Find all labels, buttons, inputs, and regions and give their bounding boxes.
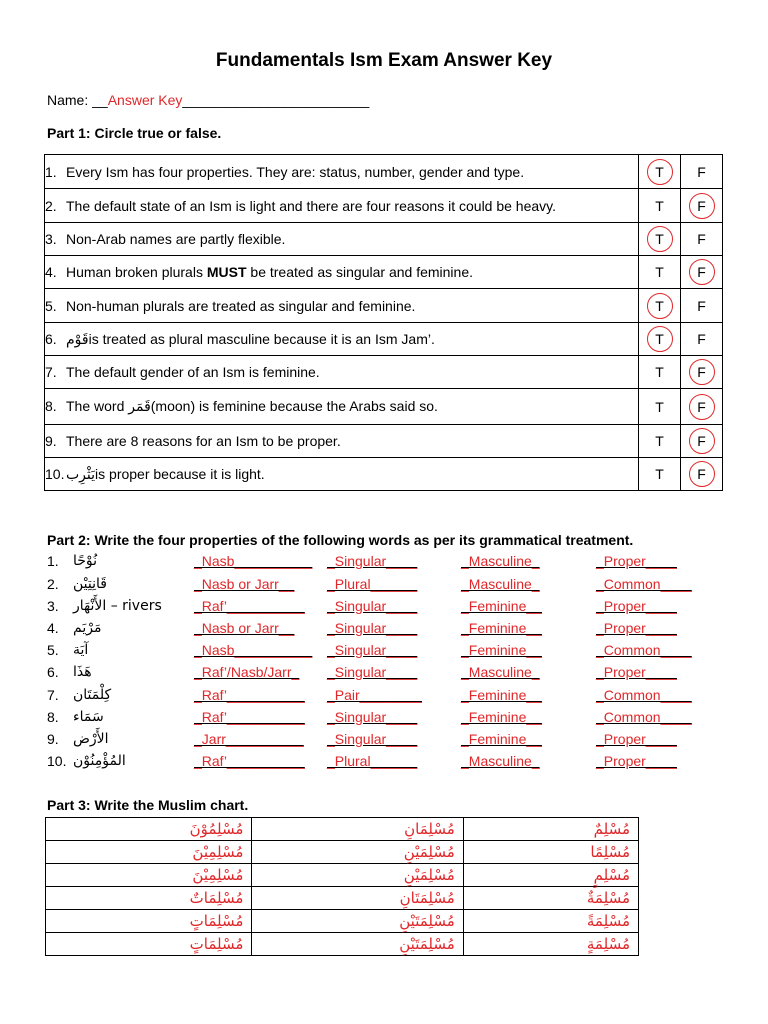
question-number: 5. — [45, 297, 57, 314]
question-cell — [45, 155, 639, 189]
chart-row — [46, 933, 639, 956]
type-answer[interactable]: _Proper____ — [596, 664, 677, 680]
gender-answer[interactable]: _Feminine__ — [461, 687, 542, 703]
arabic-word: قَانِتِيْن — [73, 576, 107, 592]
tf-row — [45, 323, 723, 356]
answer-circle — [647, 293, 673, 319]
question-number: 1. — [45, 163, 57, 180]
part1-table — [44, 154, 723, 491]
number-answer[interactable]: _Plural______ — [327, 576, 418, 592]
question-text: (moon) is feminine because the Arabs said so. — [150, 398, 438, 414]
option-letter: T — [655, 398, 664, 415]
true-option[interactable] — [639, 155, 681, 189]
arabic-word: قَوْم — [66, 331, 89, 348]
number-answer[interactable]: _Singular____ — [327, 664, 418, 680]
question-text: There are 8 reasons for an Ism to be proper. — [66, 433, 341, 449]
tf-row — [45, 289, 723, 323]
chart-cell[interactable]: مُسْلِمًا — [463, 841, 638, 864]
question-cell — [45, 458, 639, 491]
answer-circle — [647, 159, 673, 185]
tf-row — [45, 155, 723, 189]
true-option[interactable] — [639, 289, 681, 323]
false-option[interactable] — [681, 323, 723, 356]
answer-circle — [689, 428, 715, 454]
option-letter: F — [697, 398, 706, 415]
arabic-word: الأَنْهَار – rivers — [73, 598, 162, 614]
false-option[interactable] — [681, 223, 723, 256]
name-trail: ________________________ — [182, 92, 370, 108]
status-answer[interactable]: _Raf’__________ — [194, 709, 305, 725]
question-cell — [45, 356, 639, 389]
question-number: 2. — [45, 197, 57, 214]
option-letter: T — [655, 466, 664, 482]
status-answer[interactable]: _Nasb or Jarr__ — [194, 576, 295, 592]
chart-cell[interactable]: مُسْلِمَتَانِ — [252, 887, 463, 910]
word-row — [47, 598, 727, 620]
gender-answer[interactable]: _Feminine__ — [461, 709, 542, 725]
page-title: Fundamentals Ism Exam Answer Key — [215, 50, 553, 71]
answer-circle — [689, 359, 715, 385]
gender-answer[interactable]: _Feminine__ — [461, 620, 542, 636]
chart-cell[interactable]: مُسْلِمٍ — [463, 864, 638, 887]
true-option[interactable] — [639, 458, 681, 491]
chart-cell[interactable]: مُسْلِمَةٌ — [463, 887, 638, 910]
word-row — [47, 620, 727, 642]
status-answer[interactable]: _Raf’__________ — [194, 753, 305, 769]
question-number: 6. — [45, 330, 57, 347]
option-letter: F — [697, 466, 706, 482]
option-letter: F — [697, 231, 706, 247]
chart-cell[interactable]: مُسْلِمَيْنِ — [252, 864, 463, 887]
gender-answer[interactable]: _Masculine_ — [461, 753, 540, 769]
chart-cell[interactable]: مُسْلِمَةً — [463, 910, 638, 933]
gender-answer[interactable]: _Masculine_ — [461, 576, 540, 592]
option-letter: T — [655, 264, 664, 280]
false-option[interactable] — [681, 356, 723, 389]
name-value[interactable]: Answer Key — [107, 92, 183, 108]
true-option[interactable] — [639, 389, 681, 425]
status-answer[interactable]: _Raf’__________ — [194, 598, 305, 614]
tf-row — [45, 223, 723, 256]
emphasis-text: MUST — [206, 264, 247, 280]
gender-answer[interactable]: _Feminine__ — [461, 731, 542, 747]
word-number: 2. — [47, 576, 59, 592]
word-number: 9. — [47, 731, 59, 747]
answer-circle — [689, 461, 715, 487]
option-letter: F — [697, 433, 706, 449]
gender-answer[interactable]: _Masculine_ — [461, 664, 540, 680]
name-label: Name: __ — [47, 92, 108, 108]
option-letter: T — [655, 364, 664, 380]
true-option[interactable] — [639, 189, 681, 223]
word-number: 4. — [47, 620, 59, 636]
word-row — [47, 553, 727, 575]
false-option[interactable] — [681, 189, 723, 223]
question-text: is treated as plural masculine because it is an Ism Jam’. — [88, 330, 435, 347]
status-answer[interactable]: _Raf’/Nasb/Jarr_ — [194, 664, 300, 680]
option-letter: F — [697, 264, 706, 280]
arabic-word: الأَرْض — [73, 731, 109, 747]
arabic-word: نُوْحًا — [73, 553, 98, 569]
chart-cell[interactable]: مُسْلِمَاتٌ — [46, 887, 252, 910]
question-number: 9. — [45, 433, 57, 449]
muslim-chart — [45, 817, 639, 956]
word-number: 7. — [47, 687, 59, 703]
type-answer[interactable]: _Proper____ — [596, 753, 677, 769]
arabic-word: آيَة — [73, 642, 89, 658]
part1-heading: Part 1: Circle true or false. — [47, 125, 222, 141]
type-answer[interactable]: _Common____ — [596, 642, 692, 658]
chart-cell[interactable]: مُسْلِمَةٍ — [463, 933, 638, 956]
chart-cell[interactable]: مُسْلِمَيْنِ — [252, 841, 463, 864]
option-letter: F — [697, 331, 706, 347]
question-cell — [45, 223, 639, 256]
true-option[interactable] — [639, 323, 681, 356]
word-row — [47, 709, 727, 731]
chart-cell[interactable]: مُسْلِمَاتٍ — [46, 910, 252, 933]
question-cell — [45, 425, 639, 458]
chart-cell[interactable]: مُسْلِمِيْنَ — [46, 864, 252, 887]
type-answer[interactable]: _Common____ — [596, 687, 692, 703]
part2-heading: Part 2: Write the four properties of the following words as per its grammatical treatment. — [47, 532, 634, 548]
question-text: The default gender of an Ism is feminine. — [66, 364, 320, 380]
gender-answer[interactable]: _Feminine__ — [461, 598, 542, 614]
type-answer[interactable]: _Proper____ — [596, 731, 677, 747]
question-text: The word — [66, 398, 129, 414]
arabic-word: المُؤْمِنُوْن — [73, 753, 126, 769]
false-option[interactable] — [681, 256, 723, 289]
status-answer[interactable]: _Nasb__________ — [194, 553, 313, 569]
question-number: 8. — [45, 398, 57, 414]
question-cell — [45, 323, 639, 356]
question-text: be treated as singular and feminine. — [246, 264, 474, 280]
part3-heading: Part 3: Write the Muslim chart. — [47, 797, 249, 813]
option-letter: T — [655, 297, 664, 314]
number-answer[interactable]: _Singular____ — [327, 709, 418, 725]
chart-row — [46, 864, 639, 887]
false-option[interactable] — [681, 389, 723, 425]
question-text: Human broken plurals — [66, 264, 207, 280]
arabic-word: قَمَر — [128, 399, 151, 415]
answer-circle — [689, 259, 715, 285]
word-row — [47, 576, 727, 598]
gender-answer[interactable]: _Feminine__ — [461, 642, 542, 658]
option-letter: F — [697, 297, 706, 314]
arabic-word: يَثْرِب — [66, 466, 96, 483]
question-number: 7. — [45, 364, 57, 380]
word-number: 3. — [47, 598, 59, 614]
question-number: 10. — [45, 465, 65, 482]
option-letter: T — [655, 197, 664, 214]
option-letter: T — [655, 433, 664, 449]
option-letter: F — [697, 163, 706, 180]
chart-row — [46, 841, 639, 864]
question-cell — [45, 189, 639, 223]
chart-cell[interactable]: مُسْلِمَتَيْنِ — [252, 910, 463, 933]
arabic-word: مَرْيَم — [73, 620, 102, 636]
arabic-word: هَذَا — [73, 664, 92, 680]
word-number: 1. — [47, 553, 59, 569]
answer-circle — [647, 226, 673, 252]
number-answer[interactable]: _Singular____ — [327, 620, 418, 636]
tf-row — [45, 356, 723, 389]
true-option[interactable] — [639, 425, 681, 458]
false-option[interactable] — [681, 289, 723, 323]
status-answer[interactable]: _Raf’__________ — [194, 687, 305, 703]
option-letter: F — [697, 364, 706, 380]
arabic-word: كِلْمَتَان — [73, 687, 112, 703]
word-row — [47, 753, 727, 775]
number-answer[interactable]: _Singular____ — [327, 731, 418, 747]
word-number: 8. — [47, 709, 59, 725]
number-answer[interactable]: _Singular____ — [327, 642, 418, 658]
false-option[interactable] — [681, 155, 723, 189]
word-number: 10. — [47, 753, 67, 769]
word-row — [47, 687, 727, 709]
arabic-word: سَمَاء — [73, 709, 104, 725]
number-answer[interactable]: _Pair________ — [327, 687, 422, 703]
status-answer[interactable]: _Jarr__________ — [194, 731, 304, 747]
tf-row — [45, 425, 723, 458]
question-text: Non-Arab names are partly flexible. — [66, 231, 286, 247]
gender-answer[interactable]: _Masculine_ — [461, 553, 540, 569]
question-cell — [45, 289, 639, 323]
tf-row — [45, 389, 723, 425]
option-letter: F — [697, 197, 706, 214]
tf-row — [45, 189, 723, 223]
number-answer[interactable]: _Plural______ — [327, 753, 418, 769]
type-answer[interactable]: _Proper____ — [596, 598, 677, 614]
question-cell — [45, 389, 639, 425]
tf-row — [45, 458, 723, 491]
word-row — [47, 731, 727, 753]
question-text: Non-human plurals are treated as singular and feminine. — [66, 297, 416, 314]
type-answer[interactable]: _Common____ — [596, 709, 692, 725]
question-text: is proper because it is light. — [95, 465, 265, 482]
option-letter: T — [655, 331, 664, 347]
status-answer[interactable]: _Nasb__________ — [194, 642, 313, 658]
chart-cell[interactable]: مُسْلِمَتَيْنِ — [252, 933, 463, 956]
type-answer[interactable]: _Proper____ — [596, 553, 677, 569]
word-row — [47, 664, 727, 686]
false-option[interactable] — [681, 425, 723, 458]
true-option[interactable] — [639, 356, 681, 389]
chart-cell[interactable]: مُسْلِمِيْنَ — [46, 841, 252, 864]
chart-cell[interactable]: مُسْلِمٌ — [463, 818, 638, 841]
question-number: 3. — [45, 231, 57, 247]
type-answer[interactable]: _Common____ — [596, 576, 692, 592]
chart-row — [46, 910, 639, 933]
answer-circle — [689, 193, 715, 219]
word-row — [47, 642, 727, 664]
number-answer[interactable]: _Singular____ — [327, 553, 418, 569]
chart-cell[interactable]: مُسْلِمَاتٍ — [46, 933, 252, 956]
question-text: The default state of an Ism is light and there are four reasons it could be heavy. — [66, 197, 557, 214]
question-cell — [45, 256, 639, 289]
true-option[interactable] — [639, 223, 681, 256]
question-number: 4. — [45, 264, 57, 280]
option-letter: T — [655, 163, 664, 180]
chart-cell[interactable]: مُسْلِمَانِ — [252, 818, 463, 841]
chart-cell[interactable]: مُسْلِمُوْنَ — [46, 818, 252, 841]
number-answer[interactable]: _Singular____ — [327, 598, 418, 614]
answer-circle — [647, 326, 673, 352]
true-option[interactable] — [639, 256, 681, 289]
status-answer[interactable]: _Nasb or Jarr__ — [194, 620, 295, 636]
chart-row — [46, 887, 639, 910]
type-answer[interactable]: _Proper____ — [596, 620, 677, 636]
question-text: Every Ism has four properties. They are: status, number, gender and type. — [66, 163, 525, 180]
word-number: 6. — [47, 664, 59, 680]
option-letter: T — [655, 231, 664, 247]
false-option[interactable] — [681, 458, 723, 491]
answer-circle — [689, 394, 715, 420]
word-number: 5. — [47, 642, 59, 658]
name-line — [47, 92, 369, 108]
chart-row — [46, 818, 639, 841]
tf-row — [45, 256, 723, 289]
